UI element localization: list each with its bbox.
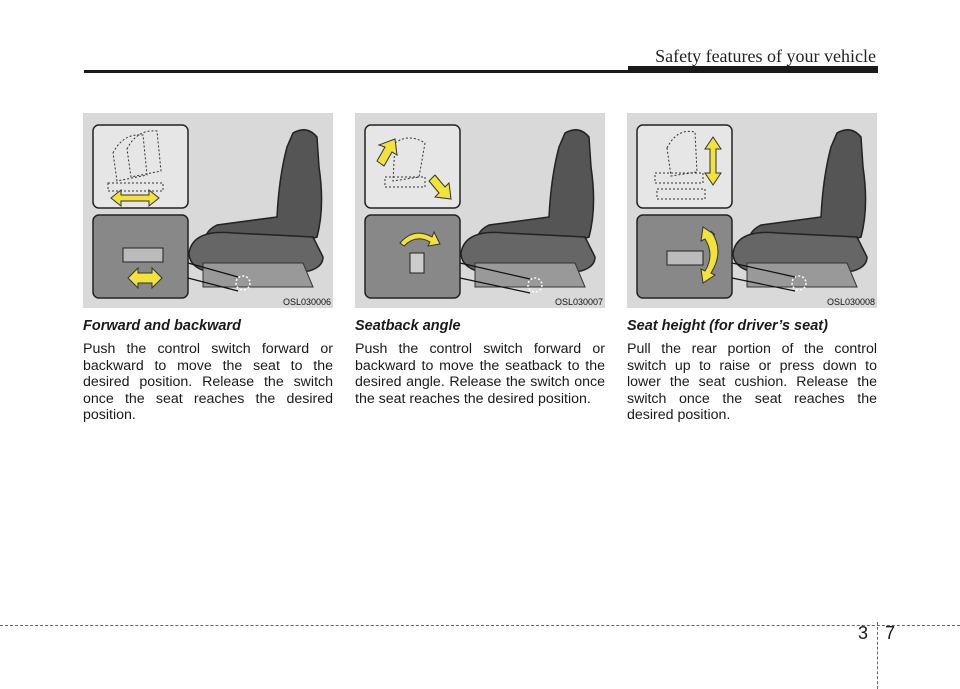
seat-height-illustration: [627, 113, 877, 308]
header-rule-accent: [628, 66, 878, 71]
footer-divider: [877, 622, 878, 689]
seat-illustration-svg: [355, 113, 605, 308]
seat-forward-backward-illustration: [83, 113, 333, 308]
chapter-number: 3: [858, 623, 869, 643]
seatback-angle-illustration: [355, 113, 605, 308]
section-title: Seat height (for driver’s seat): [627, 318, 828, 334]
image-code: OSL030006: [282, 297, 331, 307]
image-code: OSL030007: [554, 297, 603, 307]
running-header: Safety features of your vehicle: [655, 46, 876, 66]
footer-rule: [0, 625, 960, 626]
page-number: 7: [885, 623, 896, 643]
section-body: Pull the rear portion of the control switch up to raise or press down to lower the seat cushion. Release the switch once the seat reaches the desired position.: [627, 341, 877, 424]
section-body: Push the control switch forward or backward to move the seat to the desired position. Release the switch once the seat reaches the desired position.: [83, 341, 333, 424]
section-title: Seatback angle: [355, 318, 461, 334]
section-seat-height: [627, 113, 877, 424]
section-title: Forward and backward: [83, 318, 241, 334]
section-body: Push the control switch forward or backward to move the seatback to the desired angle. Release the switch once the seat reaches the desired position.: [355, 341, 605, 407]
seat-illustration-svg: [627, 113, 877, 308]
section-forward-backward: [83, 113, 333, 424]
section-seatback-angle: [355, 113, 605, 407]
seat-illustration-svg: [83, 113, 333, 308]
image-code: OSL030008: [826, 297, 875, 307]
